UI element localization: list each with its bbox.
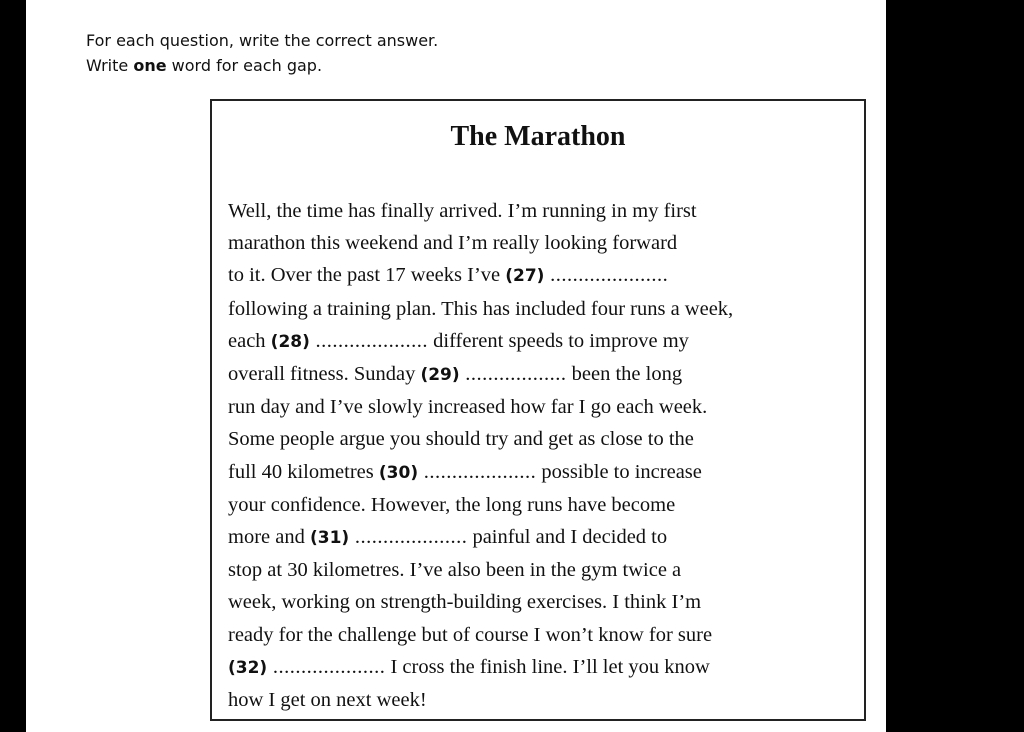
passage-text-fragment: overall fitness. Sunday bbox=[228, 363, 421, 386]
answer-gap-28[interactable]: .................... bbox=[309, 329, 428, 352]
passage-line: week, working on strength-building exercises. I think I’m bbox=[228, 591, 702, 614]
passage-text-fragment: each bbox=[228, 329, 271, 352]
passage-line bbox=[228, 651, 733, 684]
answer-gap-31[interactable]: .................... bbox=[349, 526, 468, 549]
instruction-text: Write bbox=[86, 56, 134, 75]
passage-line bbox=[228, 521, 733, 554]
passage-line: ready for the challenge but of course I won’t know for sure bbox=[228, 623, 713, 646]
instruction-line-2 bbox=[86, 53, 438, 78]
passage-text-fragment: full 40 kilometres bbox=[228, 460, 379, 483]
worksheet-page bbox=[26, 0, 886, 732]
passage-text-fragment: to it. Over the past 17 weeks I’ve bbox=[228, 264, 506, 287]
passage-line: your confidence. However, the long runs have become bbox=[228, 493, 676, 516]
passage-line: Some people argue you should try and get as close to the bbox=[228, 428, 694, 451]
instruction-text: word for each gap. bbox=[166, 56, 323, 75]
passage-text-fragment: been the long bbox=[566, 363, 683, 386]
answer-gap-29[interactable]: .................. bbox=[459, 363, 567, 386]
passage-line bbox=[228, 325, 733, 358]
answer-gap-32[interactable]: .................... bbox=[267, 655, 386, 678]
passage-line: stop at 30 kilometres. I’ve also been in the gym twice a bbox=[228, 559, 682, 582]
question-number-27: (27) bbox=[505, 266, 545, 287]
passage-text-fragment: different speeds to improve my bbox=[428, 329, 689, 352]
instruction-line-1: For each question, write the correct answer. bbox=[86, 31, 439, 50]
question-number-31: (31) bbox=[309, 528, 350, 549]
question-number-32: (32) bbox=[228, 657, 268, 678]
passage-text-fragment: possible to increase bbox=[536, 460, 702, 483]
passage-line bbox=[228, 456, 733, 489]
passage-line: how I get on next week! bbox=[228, 689, 427, 712]
question-number-29: (29) bbox=[420, 365, 460, 386]
passage-text bbox=[228, 195, 733, 716]
passage-line: marathon this weekend and I’m really looking forward bbox=[228, 232, 678, 255]
question-number-30: (30) bbox=[378, 462, 419, 483]
passage-box bbox=[210, 99, 866, 721]
instruction-emphasis: one bbox=[133, 56, 167, 75]
passage-text-fragment: I cross the finish line. I’ll let you know bbox=[385, 655, 710, 678]
passage-title: The Marathon bbox=[450, 121, 626, 152]
passage-line: following a training plan. This has included four runs a week, bbox=[228, 297, 734, 320]
passage-text-fragment: painful and I decided to bbox=[467, 526, 668, 549]
passage-line bbox=[228, 358, 733, 391]
passage-line: Well, the time has finally arrived. I’m running in my first bbox=[228, 200, 697, 222]
answer-gap-27[interactable]: ..................... bbox=[544, 264, 669, 287]
passage-text-fragment: more and bbox=[228, 526, 310, 549]
answer-gap-30[interactable]: .................... bbox=[418, 460, 537, 483]
instructions bbox=[86, 28, 438, 78]
passage-line bbox=[228, 259, 733, 292]
passage-line: run day and I’ve slowly increased how far I go each week. bbox=[228, 396, 708, 419]
question-number-28: (28) bbox=[270, 331, 310, 352]
